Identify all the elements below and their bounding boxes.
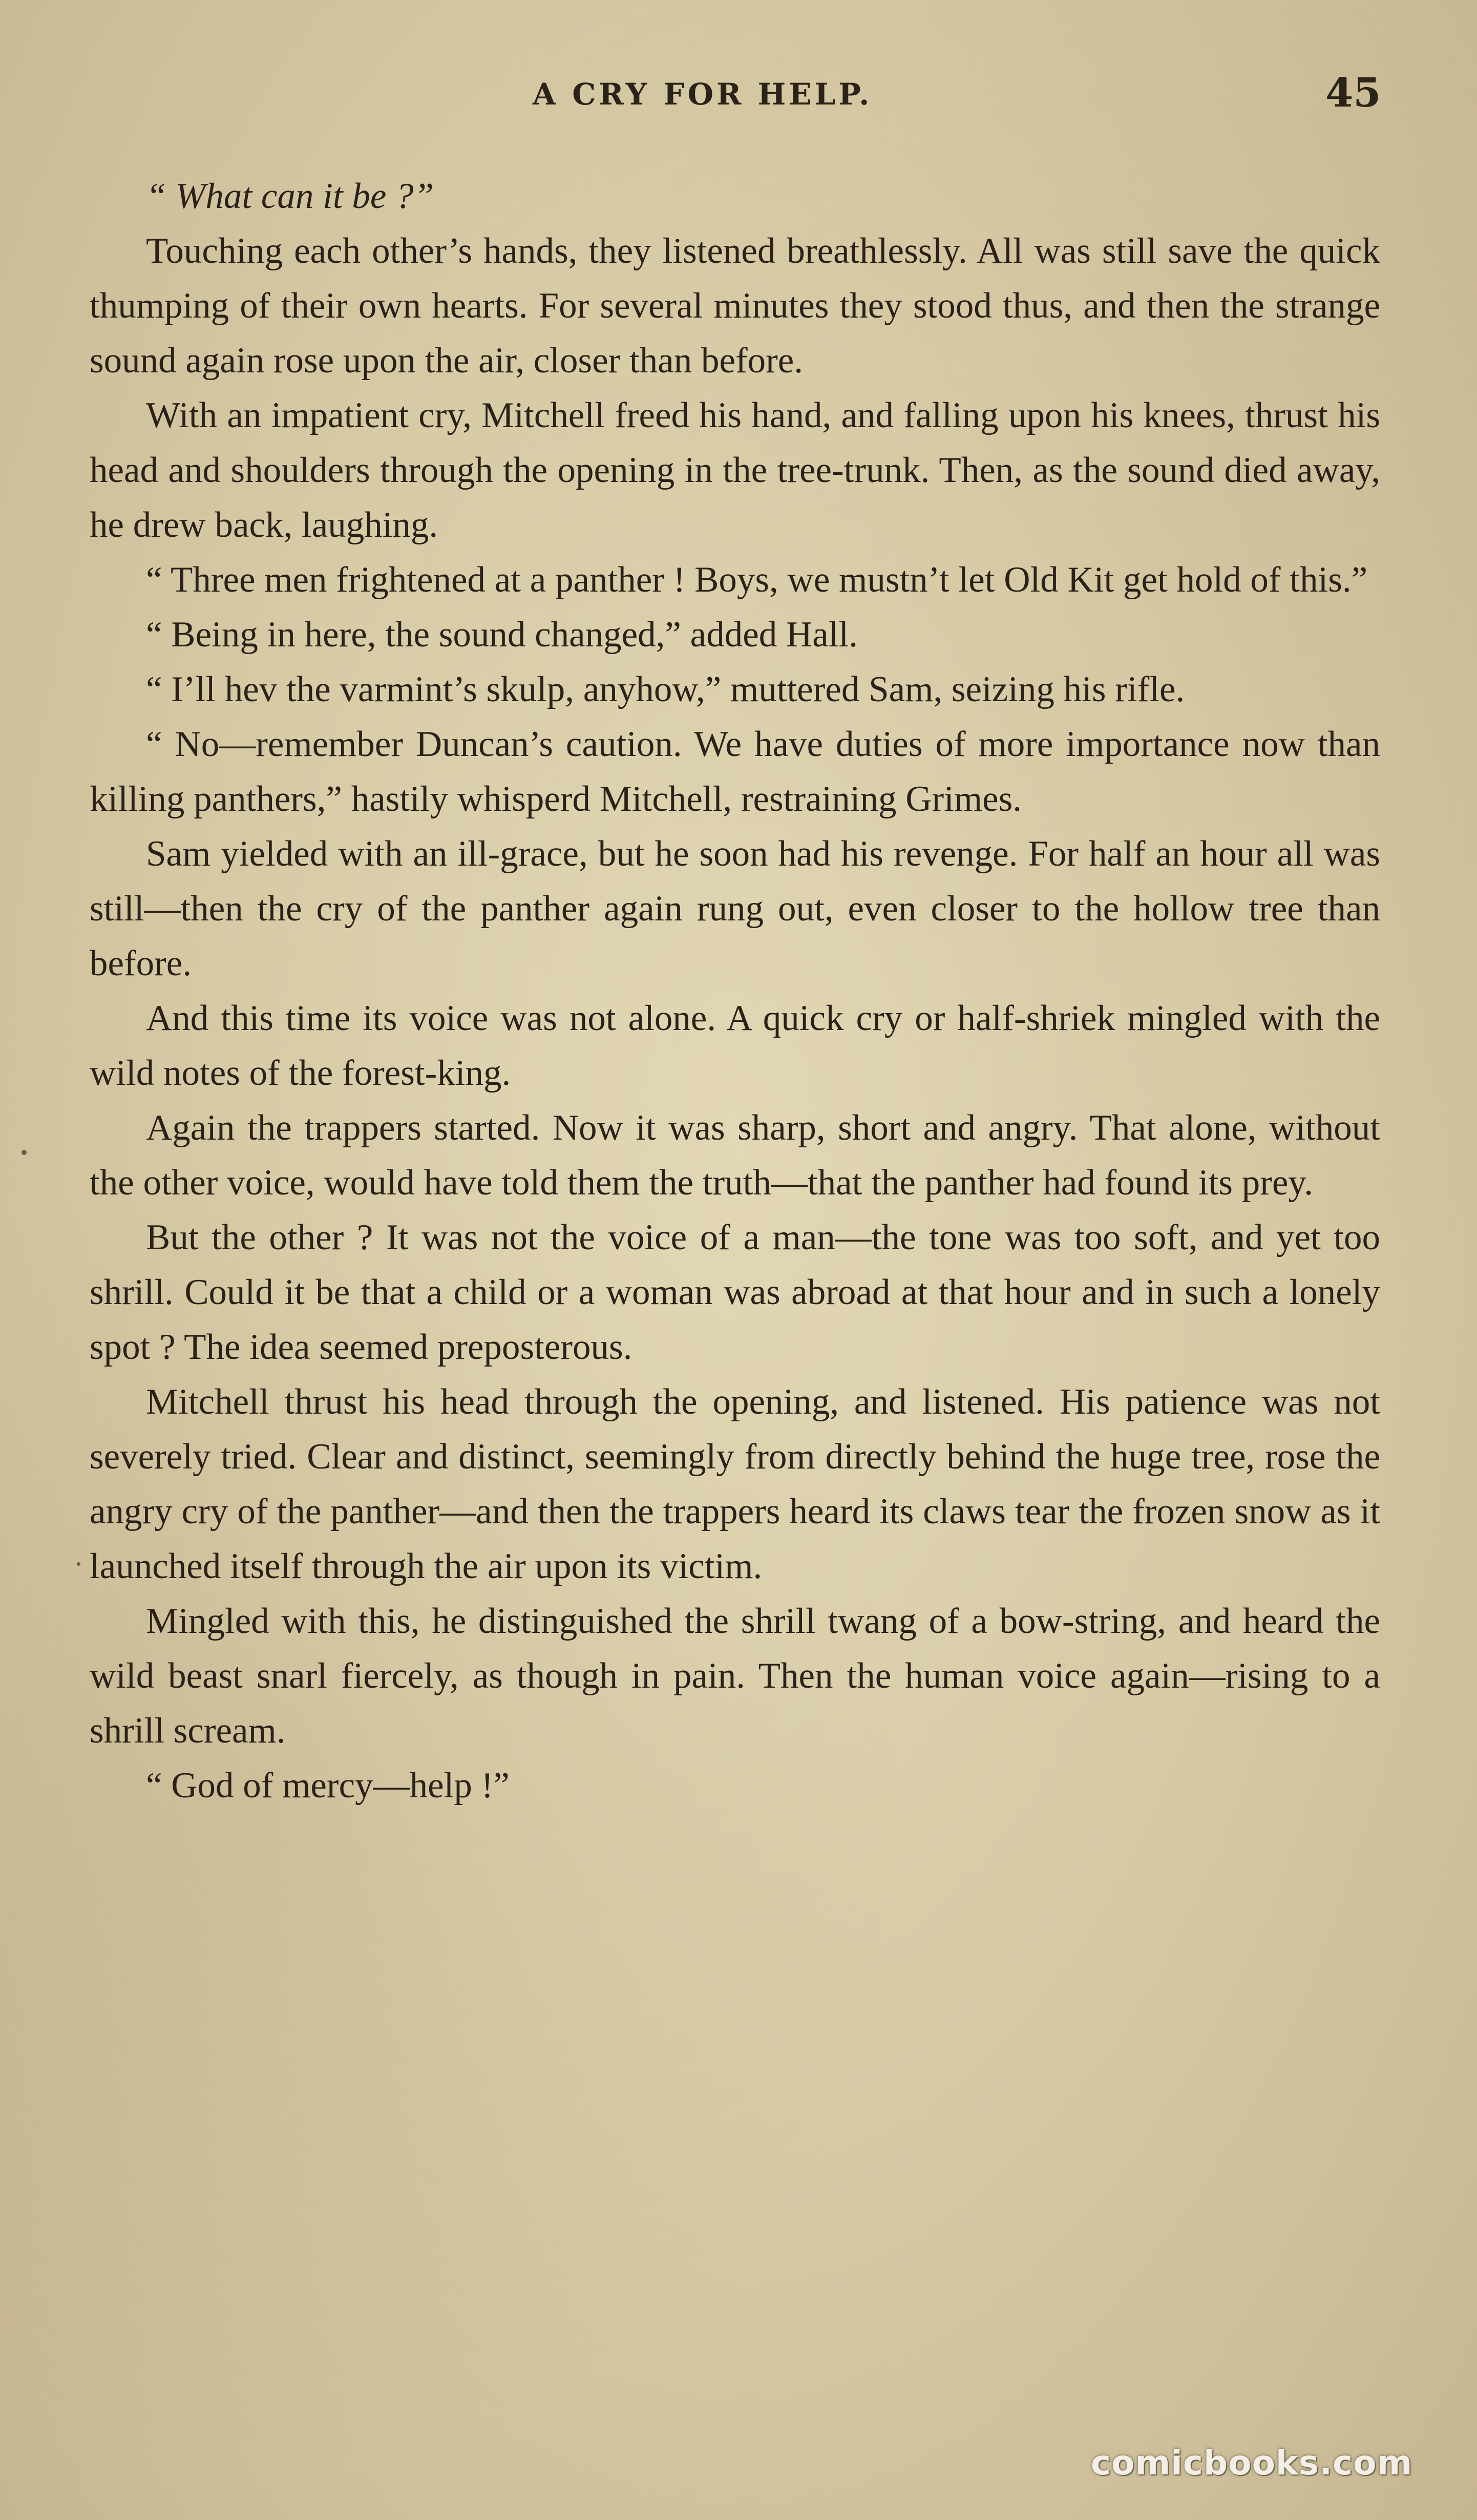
page-number: 45 xyxy=(1325,70,1381,116)
paper-speck xyxy=(77,1562,80,1566)
paragraph-9: And this time its voice was not alone. A quick cry or half-shriek mingled with the wild notes of the forest-king. xyxy=(90,998,1380,1093)
paper-speck xyxy=(22,1150,27,1155)
paragraph-6: “ I’ll hev the varmint’s skulp, anyhow,” muttered Sam, seizing his rifle. xyxy=(146,669,1185,709)
paragraph-8: Sam yielded with an ill-grace, but he soon had his revenge. For half an hour all was still—then the cry of the panther again rung out, even closer to the hollow tree than before. xyxy=(90,834,1380,983)
running-title: A CRY FOR HELP. xyxy=(533,77,873,112)
paragraph-13: Mingled with this, he distinguished the shrill twang of a bow-string, and heard the wild beast snarl fiercely, as though in pain. Then the human voice again—rising to a shrill scream. xyxy=(90,1601,1380,1751)
paragraph-3: With an impatient cry, Mitchell freed his hand, and falling upon his knees, thrust his head and shoulders through the opening in the tree-trunk. Then, as the sound died away, he drew back, laughing. xyxy=(90,395,1380,545)
paragraph-1: “ What can it be ?” xyxy=(146,176,434,216)
paragraph-14: “ God of mercy—help !” xyxy=(146,1766,510,1805)
paragraph-12: Mitchell thrust his head through the opening, and listened. His patience was not severely tried. Clear and distinct, seemingly from directly behind the huge tree, rose the angry cry of the panther—and then the trappers heard its claws tear the frozen snow as it launched itself through the air upon its victim. xyxy=(90,1382,1380,1586)
paragraph-5: “ Being in here, the sound changed,” added Hall. xyxy=(146,615,858,655)
paragraph-11: But the other ? It was not the voice of a man—the tone was too soft, and yet too shrill. Could it be that a child or a woman was abroad at that hour and in such a lonely spot ? The idea seemed preposterous. xyxy=(90,1217,1380,1367)
paragraph-7: “ No—remember Duncan’s caution. We have duties of more importance now than killing panthers,” hastily whisperd Mitchell, restraining Grimes. xyxy=(90,724,1380,819)
running-head xyxy=(0,72,1477,118)
paragraph-10: Again the trappers started. Now it was sharp, short and angry. That alone, without the other voice, would have told them the truth—that the panther had found its prey. xyxy=(90,1108,1380,1203)
paragraph-2: Touching each other’s hands, they listened breathlessly. All was still save the quick thumping of their own hearts. For several minutes they stood thus, and then the strange sound again rose upon the air, closer than before. xyxy=(90,231,1380,381)
body-text xyxy=(90,169,1380,1813)
watermark: comicbooks.com xyxy=(1091,2443,1413,2483)
paragraph-4: “ Three men frightened at a panther ! Boys, we mustn’t let Old Kit get hold of this.” xyxy=(146,560,1368,600)
